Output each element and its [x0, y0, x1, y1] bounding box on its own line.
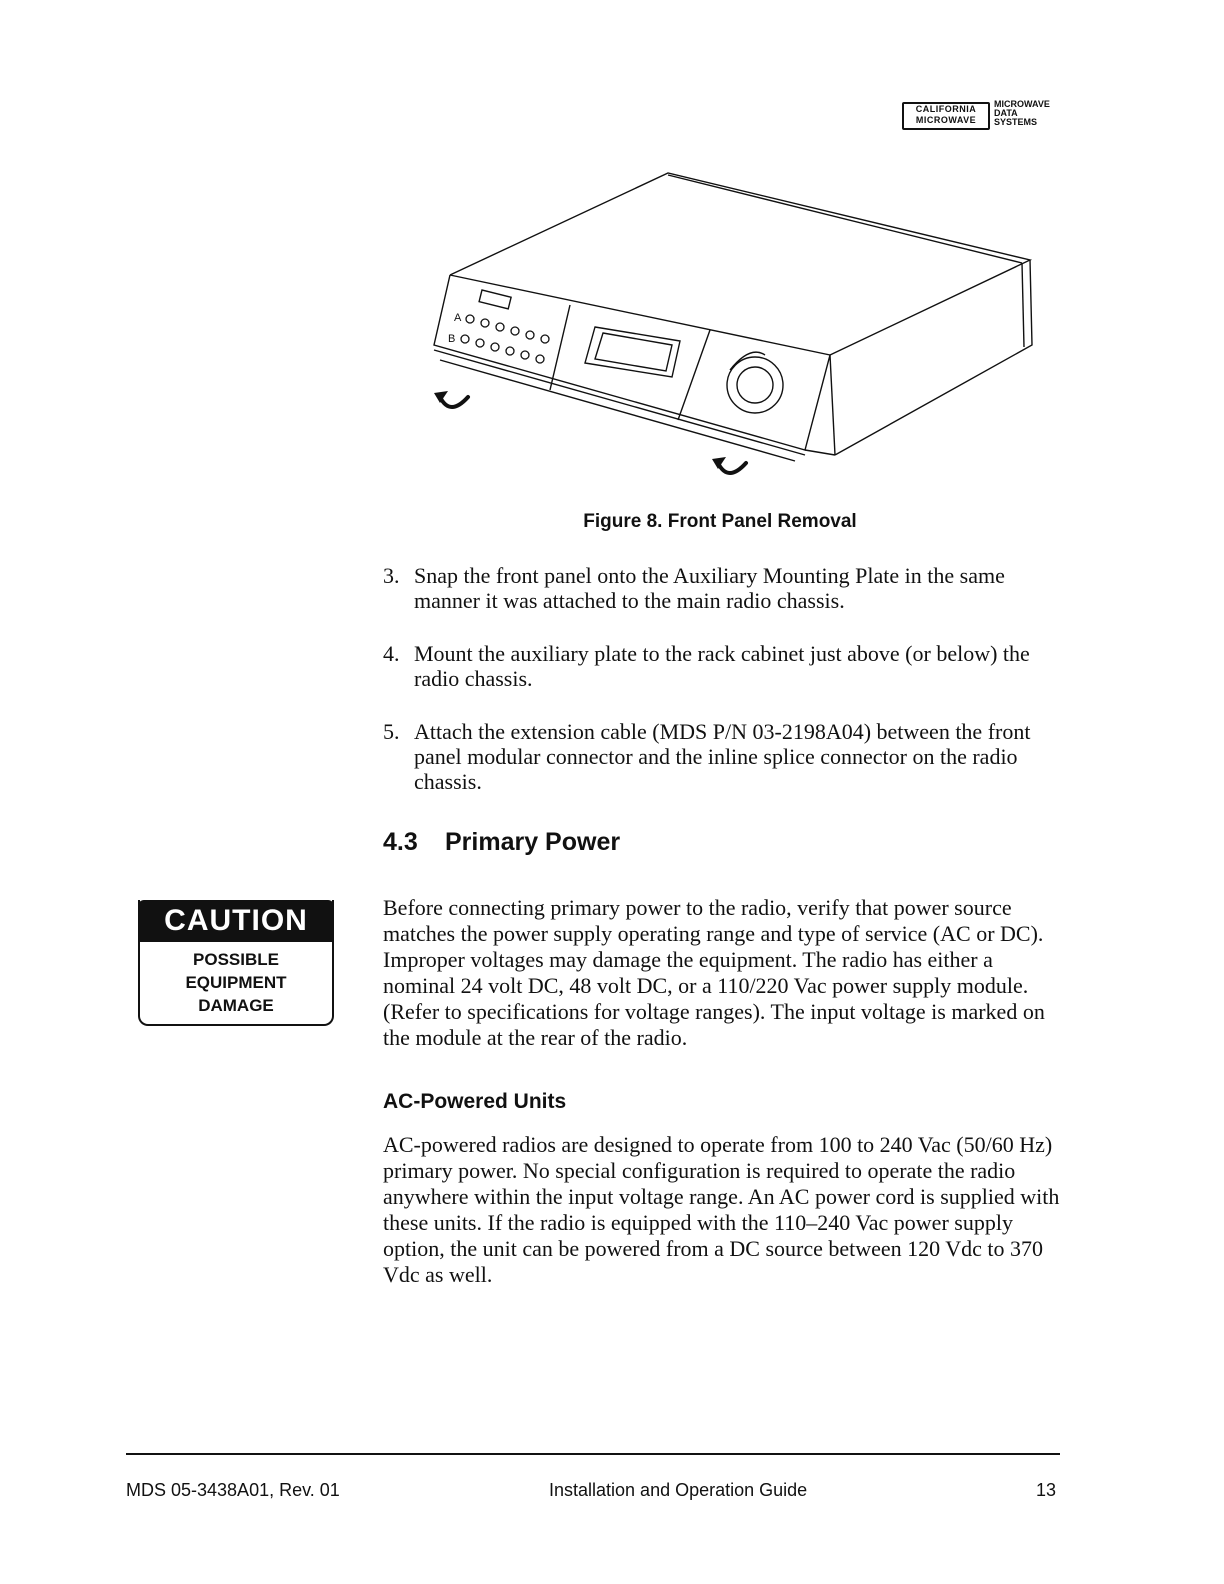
led-a1 [466, 315, 474, 323]
step-number: 5. [383, 719, 400, 744]
led-a3 [496, 323, 504, 331]
ac-units-paragraph: AC-powered radios are designed to operate from 100 to 240 Vac (50/60 Hz) primary power. No special configuration is required to operate the radio anywhere within the input voltage range. An AC power cord is supplied with these units. If the radio is equipped with the 110–240 Vac power supply option, the unit can be powered from a DC source between 120 Vdc to 370 Vdc as well. [383, 1132, 1060, 1287]
led-b6 [536, 355, 544, 363]
caution-line2: EQUIPMENT [185, 973, 287, 992]
led-a2 [481, 319, 489, 327]
step-text: Attach the extension cable (MDS P/N 03-2198A04) between the front panel modular connector and the inline splice connector on the radio chassis. [414, 719, 1031, 794]
led-row-b-label: B [448, 333, 456, 345]
led-row-a-label: A [454, 312, 462, 324]
led-b4 [506, 347, 514, 355]
page-number: 13 [1036, 1480, 1057, 1500]
footer-rule [126, 1453, 1060, 1455]
logo-right-text [994, 100, 1050, 127]
arrowhead-left [434, 391, 448, 403]
step-number: 3. [383, 563, 400, 588]
keypad-ring-inner [737, 367, 773, 403]
rotate-arrow-icon-left [440, 397, 468, 407]
front-panel-illustration [410, 165, 1050, 495]
panel-divider-left [550, 305, 570, 390]
panel-divider-right [678, 330, 710, 420]
caution-body [140, 948, 332, 1017]
chassis-top-edge [450, 173, 1030, 355]
panel-logo [479, 290, 511, 309]
logo-box-line2: MICROWAVE [915, 115, 977, 125]
caution-box [138, 900, 334, 1026]
logo-right-line3: SYSTEMS [994, 117, 1038, 127]
led-b3 [491, 343, 499, 351]
led-a6 [541, 335, 549, 343]
led-b1 [461, 335, 469, 343]
rack-ear [805, 450, 835, 455]
caution-line1: POSSIBLE [193, 950, 279, 969]
step-5 [383, 719, 1063, 794]
step-3 [383, 563, 1063, 613]
chassis-top-edge-inner [668, 175, 1022, 263]
led-a5 [526, 331, 534, 339]
arrowhead-right [712, 457, 726, 469]
section-number: 4.3 [383, 828, 418, 856]
figure-caption: Figure 8. Front Panel Removal [583, 511, 857, 532]
keypad-ring [727, 357, 783, 413]
led-b2 [476, 339, 484, 347]
step-number: 4. [383, 641, 400, 666]
caution-heading: CAUTION [138, 900, 334, 942]
footer-doc-number: MDS 05-3438A01, Rev. 01 [126, 1480, 340, 1500]
rack-ear-2 [830, 355, 835, 455]
logo-box [902, 102, 990, 130]
front-panel-bottom-lip2 [440, 360, 795, 461]
section-heading [383, 828, 620, 857]
rotate-arrow-icon-right [718, 463, 746, 473]
ac-units-heading: AC-Powered Units [383, 1090, 567, 1113]
led-a4 [511, 327, 519, 335]
section-title: Primary Power [445, 828, 621, 856]
lcd-display-inner [595, 333, 672, 371]
step-text: Mount the auxiliary plate to the rack cabinet just above (or below) the radio chassis. [414, 641, 1030, 691]
logo-right-line1: MICROWAVE [994, 99, 1050, 109]
chassis-right-inner [1022, 263, 1024, 347]
logo-box-line1: CALIFORNIA [915, 104, 977, 114]
led-b5 [521, 351, 529, 359]
footer-guide-title: Installation and Operation Guide [549, 1480, 808, 1500]
chassis-right-side [835, 260, 1032, 455]
logo-right-line2: DATA [994, 108, 1018, 118]
company-logo [902, 100, 1072, 132]
caution-line3: DAMAGE [198, 996, 274, 1015]
step-4 [383, 641, 1063, 691]
primary-power-paragraph: Before connecting primary power to the radio, verify that power source matches the power supply operating range and type of service (AC or DC). Improper voltages may damage the equipment. The radio has either a nominal 24 volt DC, 48 volt DC, or a 110/220 Vac power supply module. (Refer to specifications for voltage ranges). The input voltage is marked on the module at the rear of the radio. [383, 895, 1045, 1050]
step-text: Snap the front panel onto the Auxiliary Mounting Plate in the same manner it was attached to the main radio chassis. [414, 563, 1005, 613]
